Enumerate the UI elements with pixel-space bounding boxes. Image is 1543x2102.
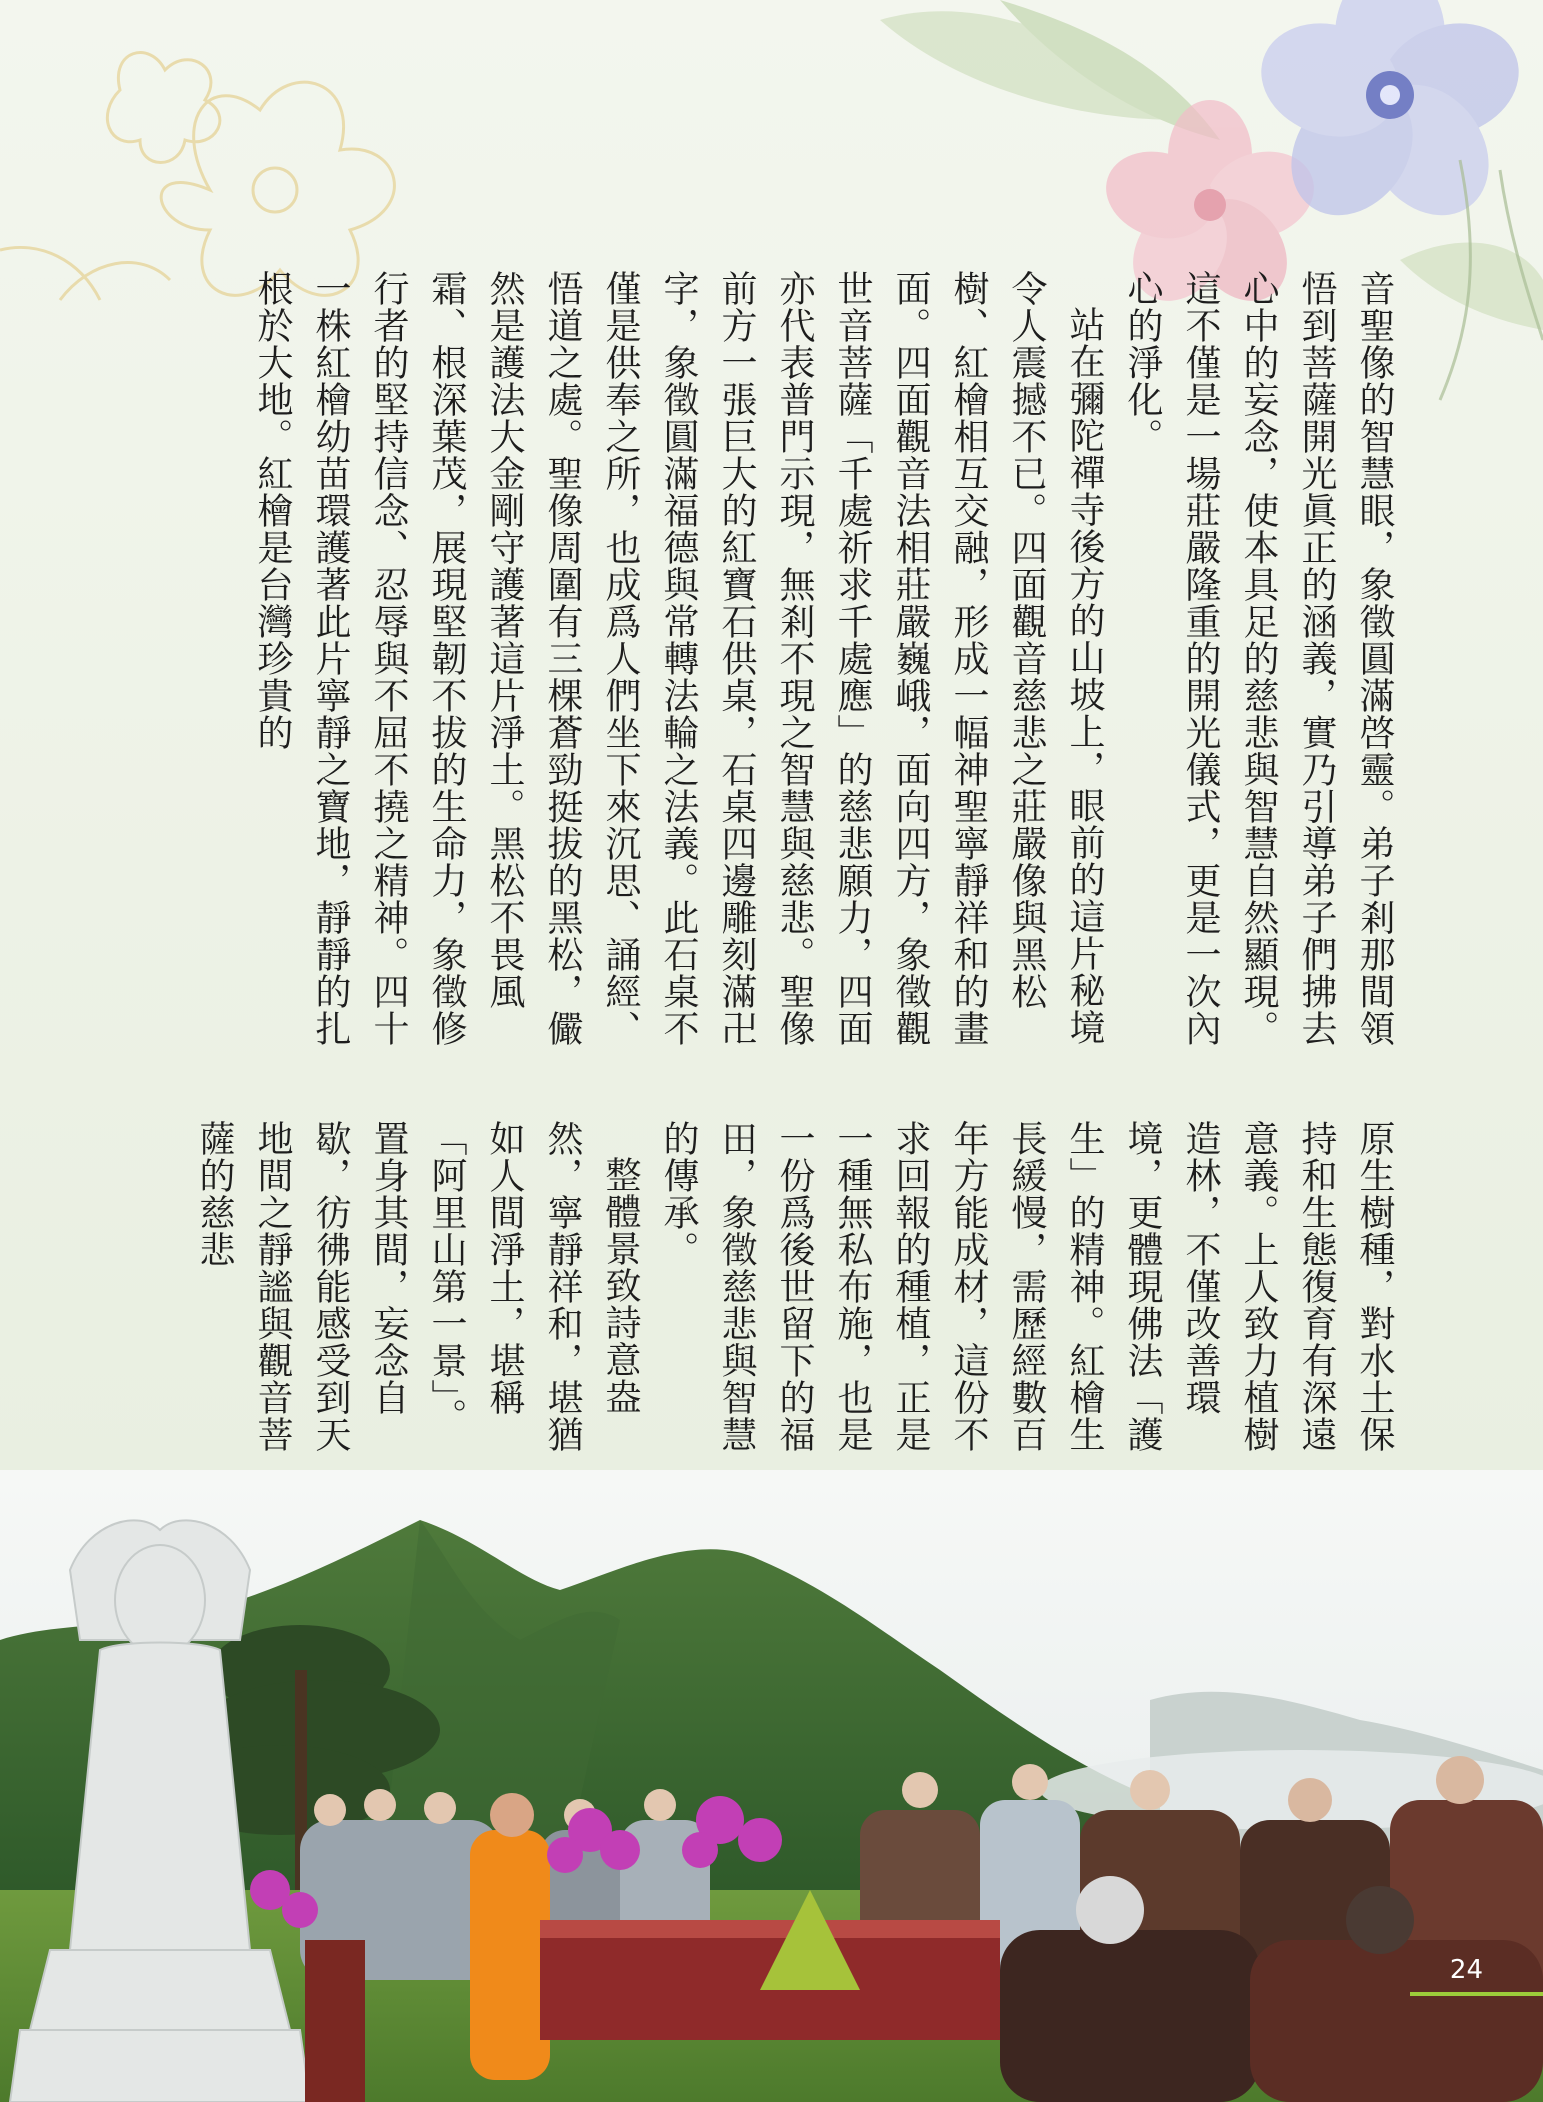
ceremony-photo <box>0 1470 1543 2102</box>
paragraph: 原生樹種，對水土保持和生態復育有深遠意義。上人致力植樹造林，不僅改善環境，更體現佛法「護生」的精神。紅檜生長緩慢，需歷經數百年方能成材，這份不求回報的種植，正是一種無私布施，也是一份爲後世留下的福田，象徵慈悲與智慧的傳承。 <box>658 1120 1395 1453</box>
guanyin-statue-mountain-ceremony-icon <box>0 1470 1543 2102</box>
page-number: 24 <box>1449 1955 1483 1985</box>
paragraph: 站在彌陀禪寺後方的山坡上，眼前的這片秘境令人震撼不已。四面觀音慈悲之莊嚴像與黑松樹、紅檜相互交融，形成一幅神聖寧靜祥和的畫面。四面觀音法相莊嚴巍峨，面向四方，象徵觀世音菩薩「千處祈求千處應」的慈悲願力，四面亦代表普門示現，無剎不現之智慧與慈悲。聖像前方一張巨大的紅寶石供桌，石桌四邊雕刻滿卍字，象徵圓滿福德與常轉法輪之法義。此石桌不僅是供奉之所，也成爲人們坐下來沉思、誦經、悟道之處。聖像周圍有三棵蒼勁挺拔的黑松，儼然是護法大金剛守護著這片淨土。黑松不畏風霜、根深葉茂，展現堅韌不拔的生命力，象徵修行者的堅持信念、忍辱與不屈不撓之精神。四十一株紅檜幼苗環護著此片寧靜之寶地，靜靜的扎根於大地。紅檜是台灣珍貴的 <box>252 270 1105 1047</box>
paragraph: 整體景致詩意盎然，寧靜祥和，堪猶如人間淨土，堪稱「阿里山第一景」。置身其間，妄念自歇，彷彿能感受到天地間之靜謐與觀音菩薩的慈悲 <box>194 1120 641 1453</box>
paragraph: 音聖像的智慧眼，象徵圓滿啓靈。弟子剎那間領悟到菩薩開光眞正的涵義，實乃引導弟子們拂去心中的妄念，使本具足的慈悲與智慧自然顯現。這不僅是一場莊嚴隆重的開光儀式，更是一次內心的淨化。 <box>1122 270 1395 1047</box>
article-text-upper <box>143 270 1403 1070</box>
article-text-lower <box>143 1120 1403 1470</box>
page-number-accent-line <box>1410 1992 1543 1996</box>
